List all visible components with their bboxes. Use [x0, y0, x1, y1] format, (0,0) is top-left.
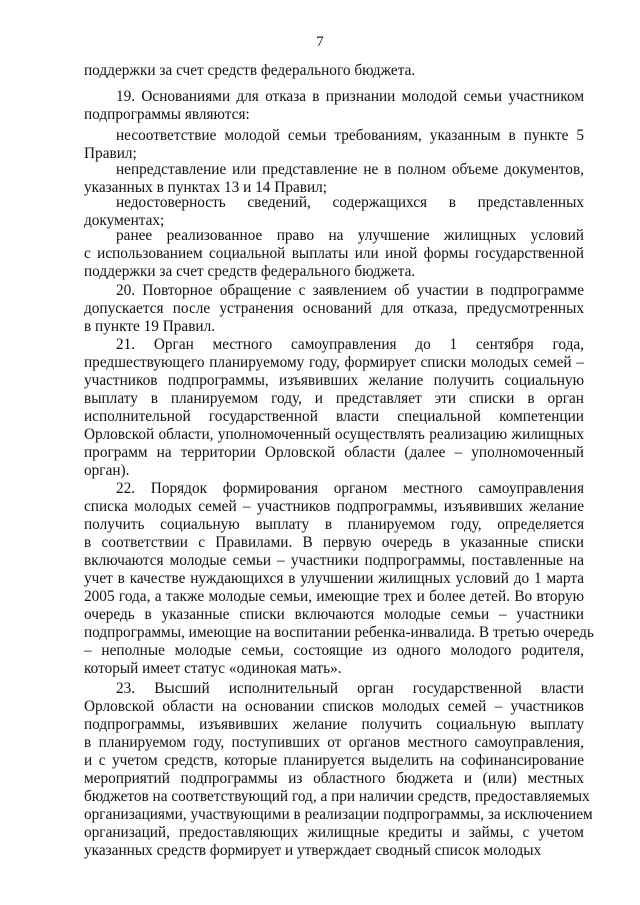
text-line: выплату в планируемом году, и представляет эти списки в орган	[84, 390, 584, 407]
text-line: предшествующего планируемому году, формирует списки молодых семей –	[84, 354, 584, 371]
text-line: указанных средств формирует и утверждает сводный список молодых	[84, 842, 542, 859]
text-line: в планируемом году, поступивших от органов местного самоуправления,	[84, 734, 584, 751]
text-line: несоответствие молодой семьи требованиям, указанным в пункте 5	[116, 127, 584, 144]
text-line: поддержки за счет средств федерального бюджета.	[84, 62, 416, 79]
text-line: мероприятий подпрограммы из областного бюджета и (или) местных	[84, 770, 584, 787]
text-line: организаций, предоставляющих жилищные кредиты и займы, с учетом	[84, 824, 584, 841]
text-line: исполнительной государственной власти специальной компетенции	[84, 408, 584, 425]
text-line: 21. Орган местного самоуправления до 1 сентября года,	[116, 336, 584, 353]
text-line: подпрограммы, изъявивших желание получить социальную выплату	[84, 716, 584, 733]
text-line: программ на территории Орловской области (далее – уполномоченный	[84, 444, 584, 461]
text-line: поддержки за счет средств федерального бюджета.	[84, 263, 416, 280]
page-number: 7	[316, 34, 324, 50]
text-line: который имеет статус «одинокая мать».	[84, 660, 342, 677]
text-line: недостоверность сведений, содержащихся в представленных	[116, 194, 584, 211]
text-line: 23. Высший исполнительный орган государственной власти	[116, 680, 584, 697]
text-line: списка молодых семей – участников подпрограммы, изъявивших желание	[84, 498, 584, 515]
text-line: непредставление или представление не в полном объеме документов,	[116, 161, 584, 178]
text-line: ранее реализованное право на улучшение жилищных условий	[116, 227, 584, 244]
text-line: Правил;	[84, 145, 137, 162]
text-line: подпрограммы являются:	[84, 106, 250, 123]
text-line: 19. Основаниями для отказа в признании молодой семьи участником	[116, 88, 584, 105]
text-line: допускается после устранения оснований для отказа, предусмотренных	[84, 300, 584, 317]
text-line: включаются молодые семьи – участники подпрограммы, поставленные на	[84, 552, 584, 569]
text-line: с использованием социальной выплаты или иной формы государственной	[84, 245, 584, 262]
text-line: организациями, участвующими в реализации подпрограммы, за исключением	[84, 806, 593, 823]
text-line: учет в качестве нуждающихся в улучшении жилищных условий до 1 марта	[84, 570, 584, 587]
text-line: получить социальную выплату в планируемом году, определяется	[84, 516, 584, 533]
text-line: бюджетов на соответствующий год, а при наличии средств, предоставляемых	[84, 788, 590, 805]
text-line: – неполные молодые семьи, состоящие из одного молодого родителя,	[84, 642, 584, 659]
text-line: Орловской области, уполномоченный осуществлять реализацию жилищных	[84, 426, 584, 443]
text-line: 20. Повторное обращение с заявлением об участии в подпрограмме	[116, 282, 584, 299]
text-line: указанных в пунктах 13 и 14 Правил;	[84, 179, 328, 196]
text-line: орган).	[84, 462, 130, 479]
text-line: в соответствии с Правилами. В первую очередь в указанные списки	[84, 534, 584, 551]
text-line: Орловской области на основании списков молодых семей – участников	[84, 698, 584, 715]
text-line: документах;	[84, 212, 165, 229]
text-line: 2005 года, а также молодые семьи, имеющие трех и более детей. Во вторую	[84, 588, 584, 605]
text-line: участников подпрограммы, изъявивших желание получить социальную	[84, 372, 584, 389]
text-line: очередь в указанные списки включаются молодые семьи – участники	[84, 606, 584, 623]
text-line: и с учетом средств, которые планируется выделить на софинансирование	[84, 752, 584, 769]
text-line: 22. Порядок формирования органом местного самоуправления	[116, 480, 584, 497]
text-line: в пункте 19 Правил.	[84, 318, 216, 335]
text-line: подпрограммы, имеющие на воспитании ребенка-инвалида. В третью очередь	[84, 624, 594, 641]
